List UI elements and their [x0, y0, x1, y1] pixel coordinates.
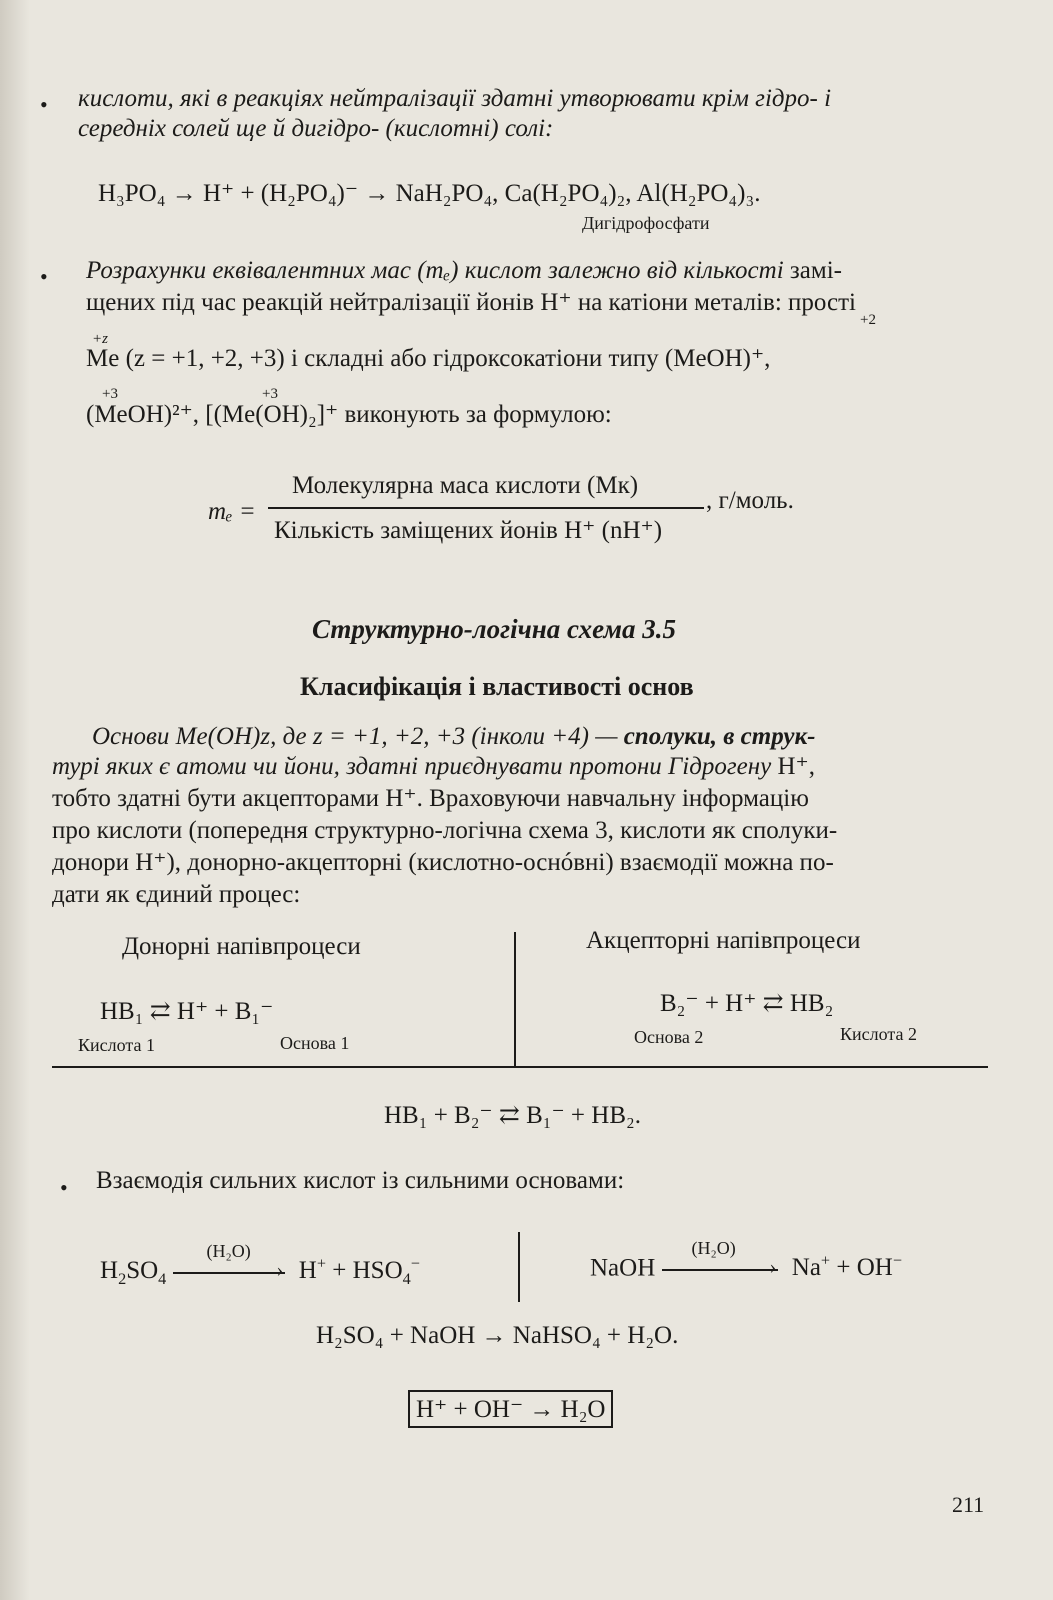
phosphate-equation: H₃PO₄ → H⁺ + (H₂PO₄)⁻ → NaH₂PO₄, Ca(H₂PO₄)₂, Al(H₂PO₄)₃. [98, 180, 761, 207]
neutralization-equation: H₂SO₄ + NaOH → NaHSO₄ + H₂O. [316, 1322, 679, 1349]
bullet2-line1 [86, 256, 842, 286]
bullet1-line1: кислоти, які в реакціях нейтралізації здатні утворювати крім гідро- і [78, 85, 832, 112]
para-line6: дати як єдиний процес: [52, 881, 301, 908]
bullet2-line2: щених під час реакцій нейтралізації йонів H⁺ на катіони металів: прості [86, 289, 857, 316]
table-divider [514, 932, 516, 1066]
donor-label-base: Основа 1 [280, 1033, 350, 1053]
para-line4: про кислоти (попередня структурно-логічна схема 3, кислоти як сполуки- [52, 817, 838, 844]
bullet2-line3-sup-z: +z [92, 331, 108, 347]
para-line1-b: сполуки, в струк- [623, 723, 816, 750]
donor-header: Донорні напівпроцеси [122, 933, 361, 960]
bullet2-line1-italic: Розрахунки еквівалентних мас (mₑ) кислот залежно від кількості [86, 257, 784, 284]
bullet-dot: • [40, 264, 48, 289]
acceptor-header: Акцепторні напівпроцеси [586, 927, 861, 954]
bullet-dot: • [40, 92, 48, 117]
table-bottom-rule [52, 1066, 988, 1068]
bullet2-line4: (MeOH)²⁺, [(Me(OH)₂]⁺ виконують за формулою: [86, 401, 612, 428]
reaction-divider [518, 1232, 520, 1302]
donor-equation: HB₁ ⇄ H⁺ + B₁⁻ [100, 998, 274, 1025]
bullet3-text: Взаємодія сильних кислот із сильними основами: [96, 1167, 625, 1194]
bullet2-line3: Me (z = +1, +2, +3) і складні або гідроксокатіони типу (MeOH)⁺, [86, 345, 771, 372]
bullet2-line4-sup-a: +3 [102, 386, 118, 402]
bullet2-line4-sup-b: +3 [262, 386, 278, 402]
base-dissociation: NaOH (H₂O) › Na+ + OH− [590, 1237, 902, 1282]
bullet1-line2: середніх солей ще й дигідро- (кислотні) солі: [78, 115, 554, 142]
acid-condition: (H₂O) [206, 1240, 251, 1261]
para-line2-a: турі яких є атоми чи йони, здатні приєднувати протони Гідрогену [52, 753, 772, 780]
fraction-denominator: Кількість заміщених йонів H⁺ (nH⁺) [274, 517, 663, 544]
acid-dissociation: $H_2SO_4$ (H₂O) › $H^+ + HSO_4^-$ [100, 1240, 420, 1289]
para-line3: тобто здатні бути акцепторами H⁺. Враховуючи навчальну інформацію [52, 785, 809, 812]
donor-label-acid: Кислота 1 [78, 1035, 155, 1055]
fraction-bar [268, 507, 704, 509]
bullet-dot: • [60, 1175, 68, 1200]
equivalent-mass-lhs: mₑ = [208, 498, 256, 525]
bullet2-line1-plain: замі- [789, 257, 842, 284]
scan-shadow [0, 0, 30, 1600]
acceptor-equation: B₂⁻ + H⁺ ⇄ HB₂ [660, 990, 834, 1017]
scheme-heading: Структурно-логічна схема 3.5 [312, 614, 676, 644]
combined-process-equation: HB₁ + B₂⁻ ⇄ B₁⁻ + HB₂. [384, 1102, 641, 1129]
para-line1 [92, 722, 815, 752]
fraction-numerator: Молекулярна маса кислоти (Mк) [292, 472, 639, 499]
acceptor-label-acid: Кислота 2 [840, 1024, 917, 1044]
acceptor-label-base: Основа 2 [634, 1027, 704, 1047]
para-line5: донори H⁺), донорно-акцепторні (кислотно-оснóвні) взаємодії можна по- [52, 849, 834, 876]
dihydrophosphate-caption: Дигідрофосфати [582, 213, 710, 233]
base-condition: (H₂O) [691, 1237, 736, 1258]
ionic-equation-box: H⁺ + OH⁻ → H₂O [408, 1390, 613, 1428]
para-line2 [52, 752, 815, 782]
section-title: Класифікація і властивості основ [300, 672, 694, 701]
page-number: 211 [952, 1492, 985, 1517]
para-line1-a: Основи Me(OH)z, де z = +1, +2, +3 (інколи +4) — [92, 723, 618, 750]
bullet2-line3-sup-2: +2 [860, 312, 876, 328]
para-line2-b: H⁺, [777, 753, 815, 780]
fraction-unit: , г/моль. [706, 487, 794, 514]
